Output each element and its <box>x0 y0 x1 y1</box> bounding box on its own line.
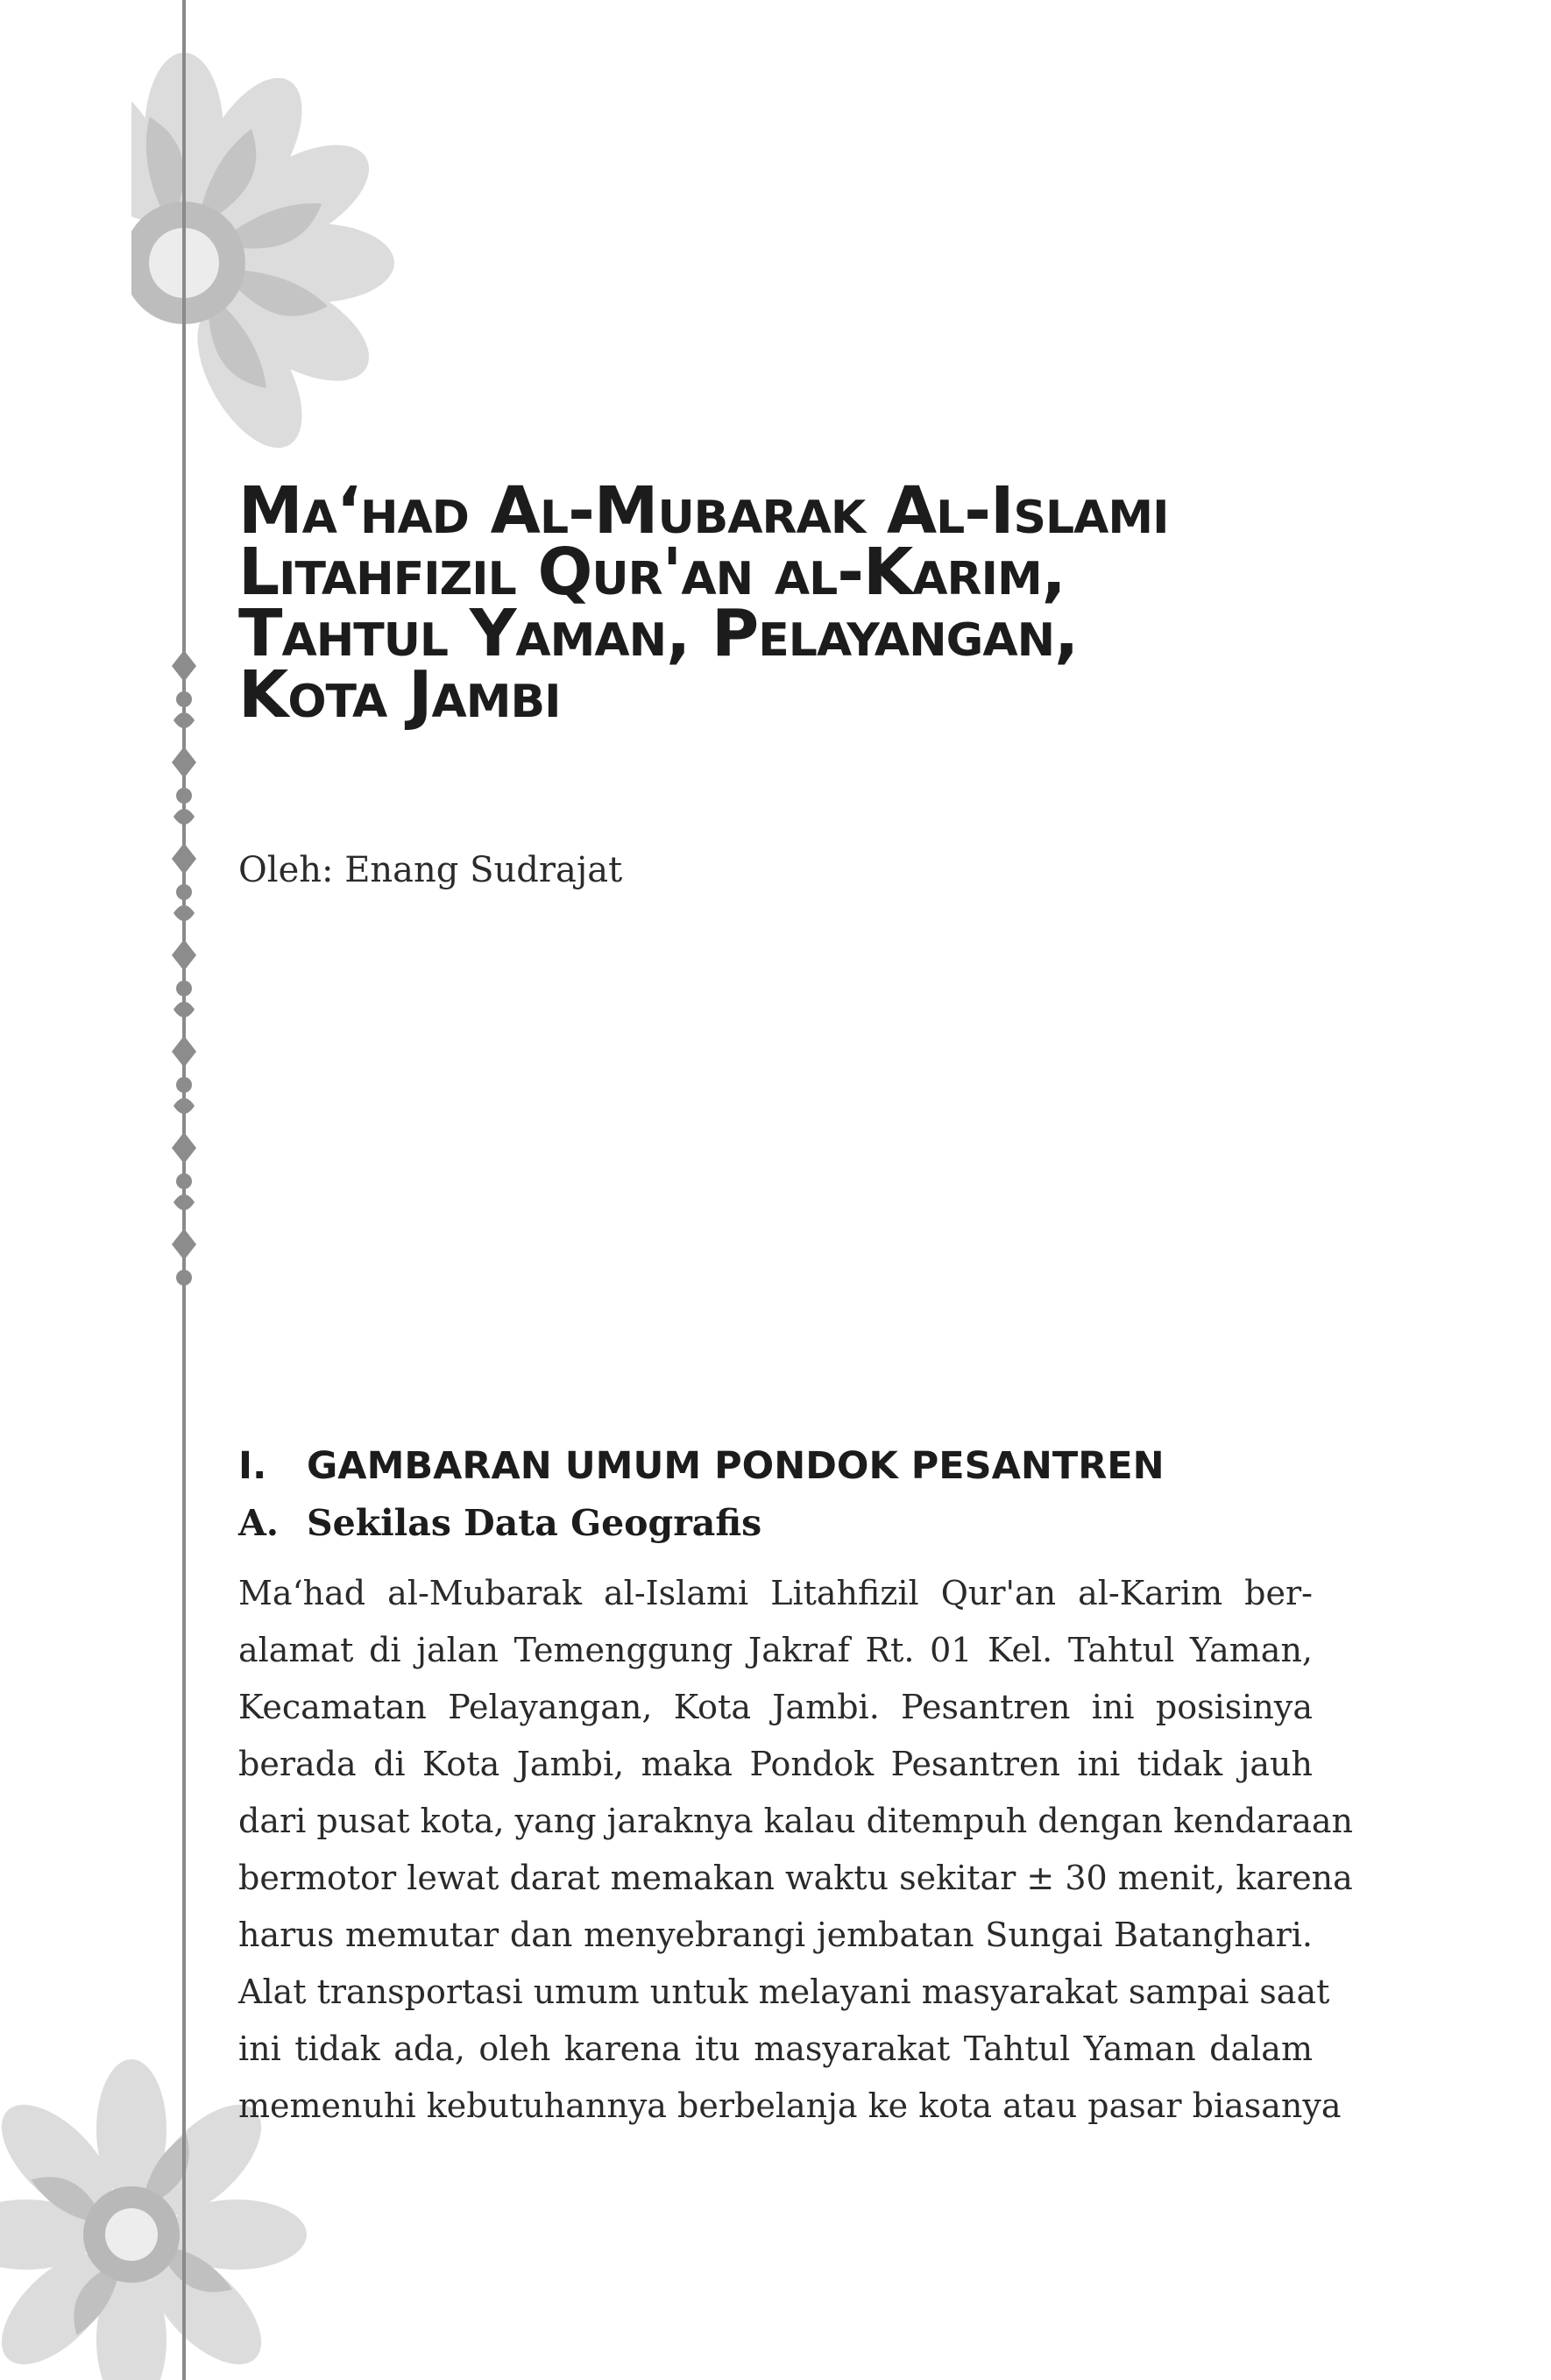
section-number: I. <box>238 1444 267 1488</box>
subsection-number: A. <box>238 1502 280 1544</box>
subsection-title: Sekilas Data Geografis <box>307 1502 762 1544</box>
chapter-title-line: Kota Jambi <box>238 657 561 733</box>
paragraph-line: ini tidak ada, oleh karena itu masyarakat Tahtul Yaman dalam <box>238 2029 1313 2068</box>
paragraph-line: Alat transportasi umum untuk melayani masyarakat sampai saat <box>238 1973 1330 2011</box>
chapter-title-line: Ma‘had Al-Mubarak Al-Islami <box>238 473 1169 549</box>
subsection-heading <box>238 1502 761 1544</box>
section-heading <box>238 1444 1165 1488</box>
paragraph-line: alamat di jalan Temenggung Jakraf Rt. 01 Kel. Tahtul Yaman, <box>238 1631 1313 1669</box>
paragraph-line: Ma‘had al-Mubarak al-Islami Litahfizil Qur'an al-Karim ber- <box>238 1574 1313 1612</box>
paragraph-line: dari pusat kota, yang jaraknya kalau ditempuh dengan kendaraan <box>238 1802 1354 1840</box>
author-byline: Oleh: Enang Sudrajat <box>238 850 623 890</box>
chapter-title <box>238 473 1377 733</box>
top-floral-ornament <box>131 0 499 491</box>
ornamental-border-chain <box>156 648 212 1297</box>
paragraph-line: berada di Kota Jambi, maka Pondok Pesantren ini tidak jauh <box>238 1745 1313 1783</box>
paragraph-line: Kecamatan Pelayangan, Kota Jambi. Pesantren ini posisinya <box>238 1688 1313 1726</box>
chapter-title-line: Litahfizil Qur'an al-Karim, <box>238 535 1066 610</box>
body-paragraph <box>238 1565 1354 2135</box>
chapter-title-line: Tahtul Yaman, Pelayangan, <box>238 596 1079 671</box>
paragraph-line: harus memutar dan menyebrangi jembatan Sungai Batanghari. <box>238 1916 1313 1954</box>
paragraph-line: bermotor lewat darat memakan waktu sekitar ± 30 menit, karena <box>238 1859 1353 1897</box>
paragraph-line: memenuhi kebutuhannya berbelanja ke kota atau pasar biasanya <box>238 2086 1342 2125</box>
section-title: GAMBARAN UMUM PONDOK PESANTREN <box>307 1444 1165 1488</box>
